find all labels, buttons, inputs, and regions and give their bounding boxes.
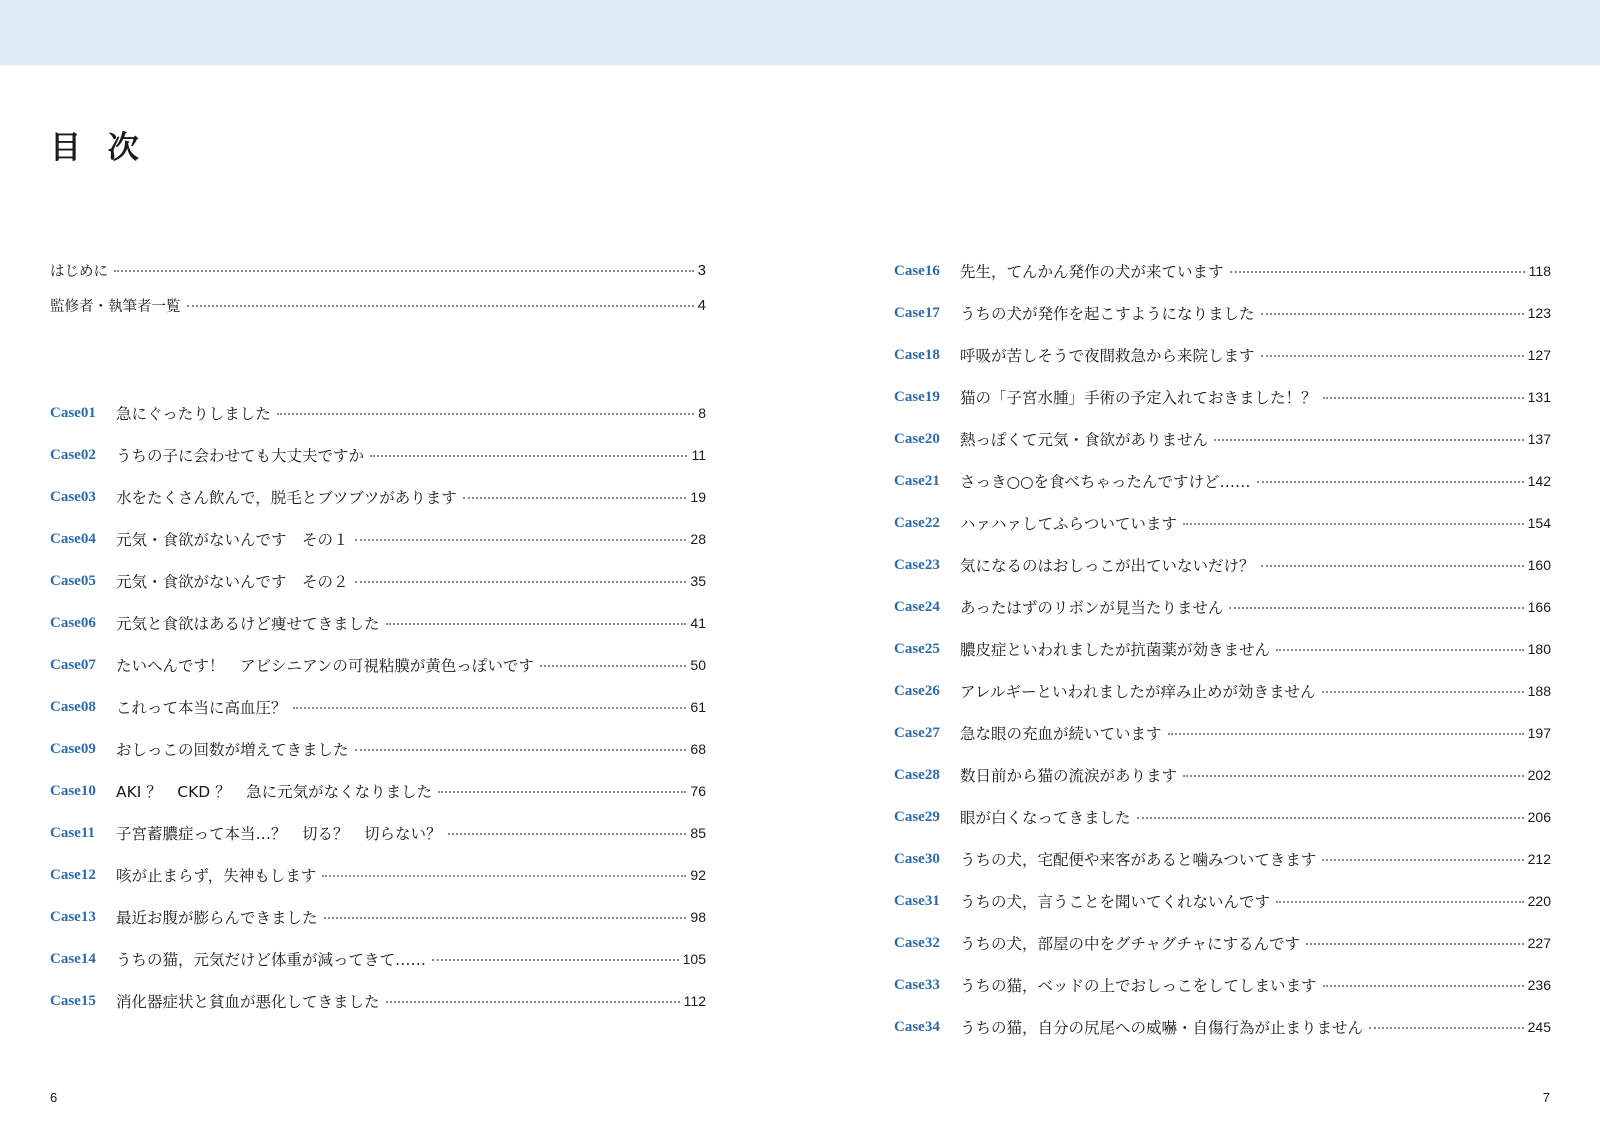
case-label: Case05	[50, 572, 96, 589]
entry-title: 元気と食欲はあるけど痩せてきました	[116, 615, 380, 633]
case-label: Case10	[50, 782, 96, 799]
case-label: Case01	[50, 404, 96, 421]
toc-entry[interactable]	[50, 611, 706, 635]
dot-leader	[322, 875, 686, 877]
entry-title: うちの猫，元気だけど体重が減ってきて……	[116, 951, 427, 969]
case-label: Case12	[50, 866, 96, 883]
case-label: Case21	[894, 472, 940, 489]
dot-leader	[438, 791, 686, 793]
dot-leader	[1276, 901, 1524, 903]
dot-leader	[1261, 355, 1524, 357]
entry-page-number: 92	[690, 867, 706, 883]
dot-leader	[1323, 985, 1524, 987]
toc-entry[interactable]	[894, 1015, 1551, 1039]
case-label: Case27	[894, 724, 940, 741]
toc-entry[interactable]	[894, 721, 1551, 745]
dot-leader	[432, 959, 679, 961]
toc-entry[interactable]	[50, 779, 706, 803]
dot-leader	[1229, 607, 1523, 609]
entry-page-number: 220	[1527, 893, 1551, 909]
page-number-left: 6	[50, 1090, 58, 1105]
entry-page-number: 8	[698, 405, 706, 421]
case-label: Case18	[894, 346, 940, 363]
toc-entry[interactable]	[50, 401, 706, 425]
dot-leader	[386, 1001, 680, 1003]
case-label: Case26	[894, 682, 940, 699]
entry-title: 気になるのはおしっこが出ていないだけ？	[960, 557, 1255, 575]
entry-title: 猫の「子宮水腫」手術の予定入れておきました！？	[960, 389, 1317, 407]
dot-leader	[448, 833, 687, 835]
dot-leader	[355, 581, 687, 583]
dot-leader	[293, 707, 687, 709]
dot-leader	[1323, 397, 1524, 399]
entry-title: うちの犬が発作を起こすようになりました	[960, 305, 1255, 323]
entry-title: 元気・食欲がないんです その１	[116, 531, 349, 549]
entry-title: アレルギーといわれましたが痒み止めが効きません	[960, 683, 1316, 701]
toc-entry[interactable]	[50, 947, 706, 971]
toc-entry[interactable]	[894, 637, 1551, 661]
dot-leader	[355, 539, 687, 541]
toc-entry[interactable]	[894, 847, 1551, 871]
case-label: Case25	[894, 640, 940, 657]
toc-entry[interactable]	[894, 553, 1551, 577]
entry-title: さっき○○を食べちゃったんですけど……	[960, 473, 1251, 491]
entry-page-number: 212	[1527, 851, 1551, 867]
toc-entry[interactable]	[50, 737, 706, 761]
toc-entry[interactable]	[894, 763, 1551, 787]
entry-page-number: 154	[1527, 515, 1551, 531]
case-label: Case31	[894, 892, 940, 909]
toc-entry[interactable]	[50, 443, 706, 467]
case-label: Case16	[894, 262, 940, 279]
entry-title: 急な眼の充血が続いています	[960, 725, 1162, 743]
entry-page-number: 227	[1527, 935, 1551, 951]
dot-leader	[1137, 817, 1524, 819]
toc-entry[interactable]	[894, 889, 1551, 913]
case-label: Case08	[50, 698, 96, 715]
page-title: 目 次	[50, 130, 147, 166]
case-label: Case34	[894, 1018, 940, 1035]
toc-entry[interactable]	[894, 385, 1551, 409]
entry-page-number: 68	[690, 741, 706, 757]
entry-page-number: 197	[1527, 725, 1551, 741]
toc-entry[interactable]	[894, 511, 1551, 535]
page-number-right: 7	[1542, 1090, 1550, 1105]
case-label: Case22	[894, 514, 940, 531]
entry-title: おしっこの回数が増えてきました	[116, 741, 349, 759]
entry-page-number: 41	[690, 615, 706, 631]
entry-title: うちの猫，自分の尻尾への威嚇・自傷行為が止まりません	[960, 1019, 1364, 1037]
dot-leader	[355, 749, 687, 751]
toc-entry[interactable]	[50, 485, 706, 509]
dot-leader	[1322, 859, 1523, 861]
case-label: Case06	[50, 614, 96, 631]
entry-title: うちの犬，言うことを聞いてくれないんです	[960, 893, 1271, 911]
entry-title: 熱っぽくて元気・食欲がありません	[960, 431, 1209, 449]
entry-page-number: 50	[690, 657, 706, 673]
entry-page-number: 112	[683, 993, 706, 1009]
case-label: Case15	[50, 992, 96, 1009]
entry-title: うちの猫，ベッドの上でおしっこをしてしまいます	[960, 977, 1317, 995]
entry-title: 最近お腹が膨らんできました	[116, 909, 318, 927]
dot-leader	[370, 455, 687, 457]
entry-title: 急にぐったりしました	[116, 405, 271, 423]
dot-leader	[1230, 271, 1525, 273]
toc-entry[interactable]	[894, 931, 1551, 955]
entry-page-number: 160	[1527, 557, 1551, 573]
entry-title: 呼吸が苦しそうで夜間救急から来院します	[960, 347, 1255, 365]
case-label: Case20	[894, 430, 940, 447]
dot-leader	[1261, 565, 1524, 567]
entry-page-number: 180	[1527, 641, 1551, 657]
toc-entry[interactable]	[50, 653, 706, 677]
entry-title: 消化器症状と貧血が悪化してきました	[116, 993, 380, 1011]
dot-leader	[1257, 481, 1524, 483]
case-label: Case29	[894, 808, 940, 825]
entry-page-number: 76	[690, 783, 706, 799]
entry-page-number: 123	[1527, 305, 1551, 321]
toc-entry[interactable]	[894, 679, 1551, 703]
case-label: Case07	[50, 656, 96, 673]
toc-entry[interactable]	[894, 595, 1551, 619]
dot-leader	[1183, 523, 1524, 525]
entry-page-number: 202	[1527, 767, 1551, 783]
case-label: Case23	[894, 556, 940, 573]
entry-page-number: 142	[1527, 473, 1551, 489]
entry-title: 膿皮症といわれましたが抗菌薬が効きません	[960, 641, 1271, 659]
toc-entry[interactable]	[50, 989, 706, 1013]
entry-page-number: 118	[1528, 263, 1551, 279]
entry-title: AKI ？ CKD ？ 急に元気がなくなりました	[116, 783, 433, 801]
entry-title: うちの犬，部屋の中をグチャグチャにするんです	[960, 935, 1301, 953]
entry-title: これって本当に高血圧？	[116, 699, 287, 717]
toc-entry[interactable]	[50, 695, 706, 719]
toc-entry[interactable]	[894, 973, 1551, 997]
entry-page-number: 61	[690, 699, 706, 715]
entry-page-number: 131	[1527, 389, 1551, 405]
entry-page-number: 206	[1527, 809, 1551, 825]
case-label: Case28	[894, 766, 940, 783]
dot-leader	[324, 917, 687, 919]
entry-title: たいへんです！ アビシニアンの可視粘膜が黄色っぽいです	[116, 657, 534, 675]
toc-entry[interactable]	[894, 469, 1551, 493]
entry-page-number: 3	[697, 261, 706, 279]
case-label: Case03	[50, 488, 96, 505]
toc-entry[interactable]	[50, 258, 706, 282]
case-label: Case04	[50, 530, 96, 547]
toc-entry[interactable]	[50, 905, 706, 929]
dot-leader	[540, 665, 687, 667]
toc-entry[interactable]	[894, 301, 1551, 325]
entry-page-number: 35	[690, 573, 706, 589]
case-label: Case30	[894, 850, 940, 867]
case-label: Case32	[894, 934, 940, 951]
case-label: Case14	[50, 950, 96, 967]
dot-leader	[187, 305, 694, 307]
entry-title: 眼が白くなってきました	[960, 809, 1131, 827]
entry-title: あったはずのリボンが見当たりません	[960, 599, 1224, 617]
entry-title: 咳が止まらず，失神もします	[116, 867, 317, 885]
case-label: Case19	[894, 388, 940, 405]
entry-page-number: 166	[1527, 599, 1551, 615]
toc-entry[interactable]	[50, 821, 706, 845]
toc-entry[interactable]	[894, 343, 1551, 367]
dot-leader	[386, 623, 687, 625]
entry-page-number: 85	[690, 825, 706, 841]
entry-title: 数日前から猫の流涙があります	[960, 767, 1178, 785]
dot-leader	[1306, 943, 1524, 945]
case-label: Case17	[894, 304, 940, 321]
case-label: Case02	[50, 446, 96, 463]
toc-entry[interactable]	[894, 427, 1551, 451]
entry-page-number: 127	[1527, 347, 1551, 363]
case-label: Case24	[894, 598, 940, 615]
case-label: Case11	[50, 824, 95, 841]
dot-leader	[114, 270, 694, 272]
entry-page-number: 188	[1527, 683, 1551, 699]
entry-page-number: 245	[1527, 1019, 1551, 1035]
dot-leader	[1369, 1027, 1524, 1029]
entry-title: はじめに	[50, 263, 108, 280]
case-label: Case13	[50, 908, 96, 925]
dot-leader	[277, 413, 695, 415]
entry-page-number: 105	[682, 951, 706, 967]
entry-title: うちの子に会わせても大丈夫ですか	[116, 447, 365, 465]
dot-leader	[1183, 775, 1524, 777]
entry-title: 元気・食欲がないんです その２	[116, 573, 349, 591]
entry-title: 先生，てんかん発作の犬が来ています	[960, 263, 1224, 281]
dot-leader	[1261, 313, 1524, 315]
case-label: Case33	[894, 976, 940, 993]
case-label: Case09	[50, 740, 96, 757]
entry-title: 子宮蓄膿症って本当…？ 切る？ 切らない？	[116, 825, 442, 843]
toc-entry[interactable]	[894, 805, 1551, 829]
entry-page-number: 236	[1527, 977, 1551, 993]
dot-leader	[1168, 733, 1524, 735]
entry-page-number: 11	[691, 447, 706, 463]
header-band	[0, 0, 1600, 65]
entry-title: うちの犬，宅配便や来客があると噛みついてきます	[960, 851, 1317, 869]
entry-title: 監修者・執筆者一覧	[50, 298, 181, 315]
toc-entry[interactable]	[50, 527, 706, 551]
dot-leader	[1214, 439, 1524, 441]
dot-leader	[1322, 691, 1524, 693]
toc-entry[interactable]	[50, 293, 706, 317]
entry-page-number: 98	[690, 909, 706, 925]
toc-entry[interactable]	[894, 259, 1551, 283]
toc-entry[interactable]	[50, 569, 706, 593]
dot-leader	[1276, 649, 1524, 651]
entry-title: ハァハァしてふらついています	[960, 515, 1177, 533]
entry-page-number: 28	[690, 531, 706, 547]
entry-page-number: 19	[690, 489, 706, 505]
toc-entry[interactable]	[50, 863, 706, 887]
entry-page-number: 137	[1527, 431, 1551, 447]
entry-title: 水をたくさん飲んで，脱毛とブツブツがあります	[116, 489, 457, 507]
entry-page-number: 4	[697, 296, 706, 314]
dot-leader	[463, 497, 687, 499]
